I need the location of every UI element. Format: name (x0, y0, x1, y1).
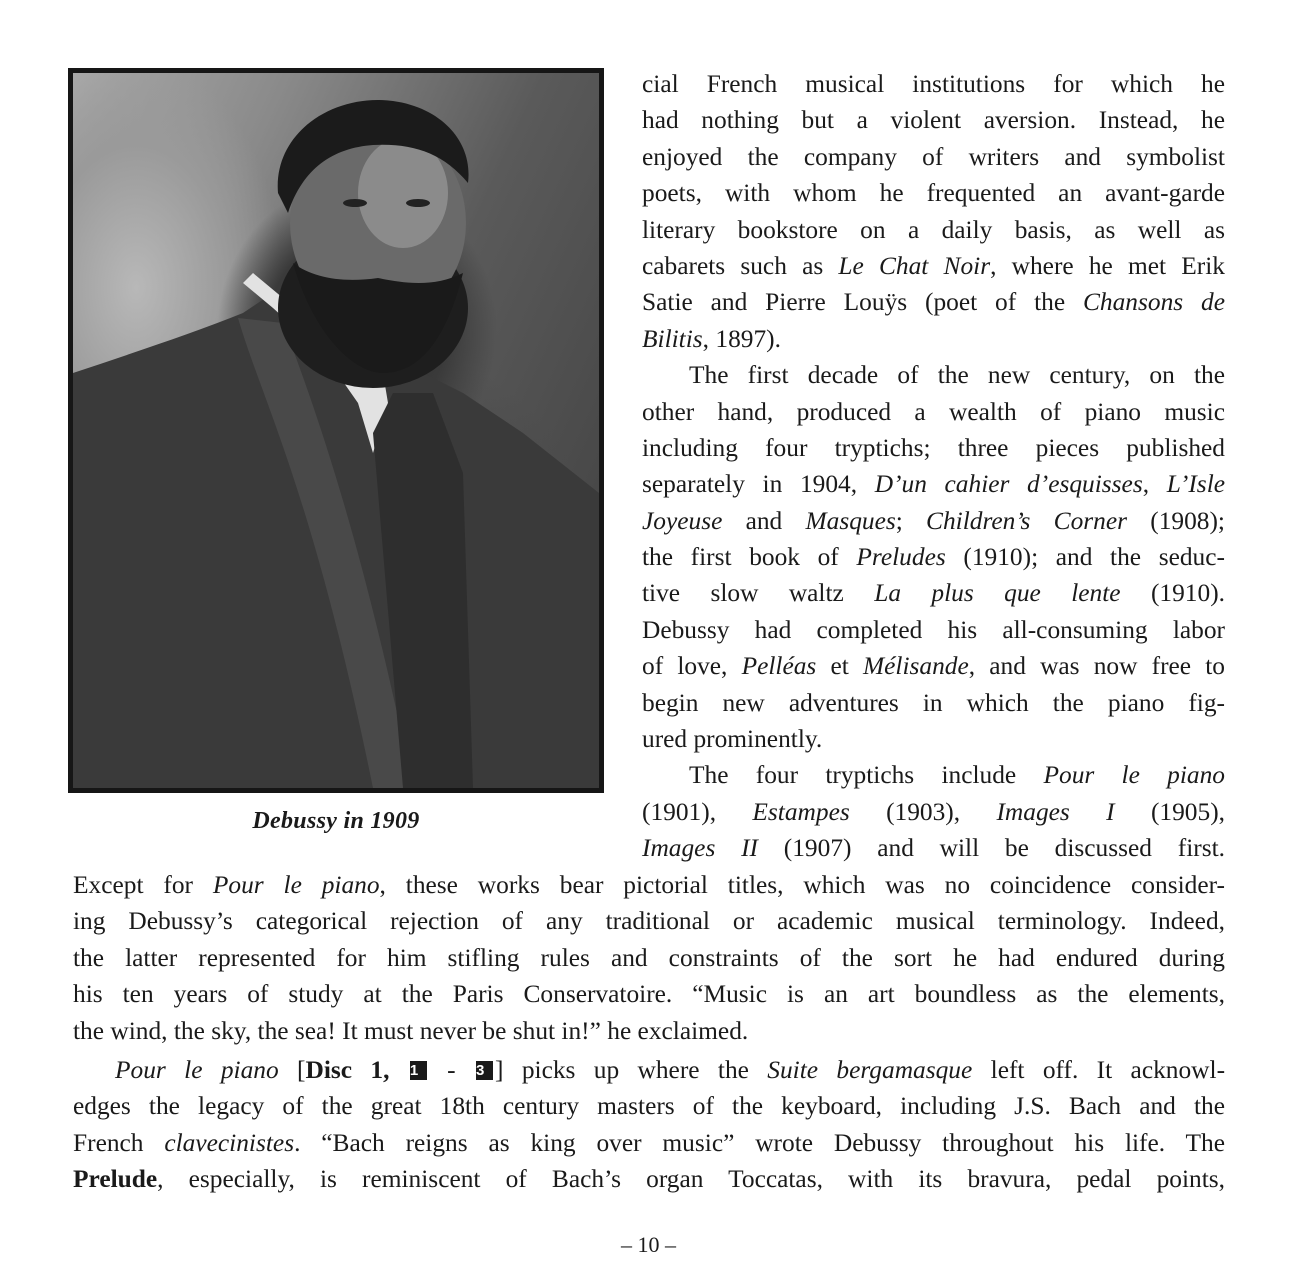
text-line: ing Debussy’s categorical rejection of any traditional or academic musical terminology. Indeed, (73, 907, 1225, 936)
italic-title: Bilitis (642, 324, 703, 353)
text-line: Pour le piano [Disc 1, 1 - 3 ] picks up where the Suite bergamasque left off. It acknowl- (115, 1056, 1226, 1084)
photo-caption: Debussy in 1909 (252, 808, 420, 834)
portrait-illustration (73, 73, 599, 788)
page-number: – 10 – (621, 1232, 676, 1257)
text-line: had nothing but a violent aversion. Instead, he (642, 106, 1225, 135)
text-line: cial French musical institutions for which he (642, 70, 1225, 98)
italic-title: Pour le piano (212, 871, 380, 899)
italic-title: Masques (805, 506, 896, 535)
italic-title: Images I (996, 797, 1115, 826)
text-line: ured prominently. (642, 725, 823, 754)
text-line: literary bookstore on a daily basis, as well as (642, 215, 1225, 244)
text-line: begin new adventures in which the piano fig- (642, 688, 1225, 717)
text-line: Except for Pour le piano, these works bear pictorial titles, which was no coincidence consider- (73, 871, 1225, 899)
text-line: cabarets such as Le Chat Noir, where he met Erik (642, 251, 1225, 280)
full-width-paragraph-pour-le-piano (73, 1052, 1225, 1198)
text-line: Bilitis, 1897). (642, 324, 781, 353)
text-line: poets, with whom he frequented an avant-garde (642, 179, 1225, 208)
track-number-badge: 3 (476, 1061, 493, 1080)
text-line: Joyeuse and Masques; Children’s Corner (1908); (642, 506, 1225, 535)
text-line: including four tryptichs; three pieces published (642, 433, 1225, 462)
text-line: tive slow waltz La plus que lente (1910). (642, 579, 1225, 608)
italic-title: Children’s Corner (926, 506, 1128, 535)
text-line: other hand, produced a wealth of piano music (642, 397, 1225, 426)
text-line: enjoyed the company of writers and symbolist (642, 142, 1225, 171)
text-line: (1901), Estampes (1903), Images I (1905), (642, 797, 1225, 826)
italic-title: Pour le piano (115, 1056, 279, 1084)
text-line: the first book of Preludes (1910); and the seduc- (642, 543, 1225, 572)
track-number-badge: 1 (410, 1061, 427, 1080)
italic-title: L’Isle (1166, 470, 1226, 499)
bold-text: Prelude (73, 1165, 158, 1194)
text-line: Satie and Pierre Louÿs (poet of the Chansons de (642, 288, 1225, 317)
text-line: The four tryptichs include Pour le piano (689, 761, 1225, 790)
text-line: Debussy had completed his all-consuming labor (642, 615, 1225, 644)
text-line: French clavecinistes. “Bach reigns as king over music” wrote Debussy throughout his life. The (73, 1128, 1225, 1157)
text-line: edges the legacy of the great 18th century masters of the keyboard, including J.S. Bach and the (73, 1092, 1225, 1121)
italic-title: clavecinistes (164, 1128, 295, 1157)
text-line: of love, Pelléas et Mélisande, and was now free to (642, 652, 1225, 681)
italic-title: Mélisande (862, 652, 969, 681)
debussy-portrait-photo (68, 68, 604, 793)
italic-title: Preludes (856, 543, 946, 572)
italic-title: Estampes (752, 797, 850, 826)
italic-title: Pour le piano (1043, 761, 1225, 790)
text-line: Prelude, especially, is reminiscent of Bach’s organ Toccatas, with its bravura, pedal points, (73, 1165, 1225, 1194)
text-line: the wind, the sky, the sea! It must never be shut in!” he exclaimed. (73, 1016, 749, 1045)
text-line: Images II (1907) and will be discussed first. (642, 834, 1225, 863)
bold-text: Disc 1, (305, 1056, 408, 1084)
full-width-paragraph (73, 867, 1225, 1049)
italic-title: Pelléas (741, 652, 817, 681)
text-line: separately in 1904, D’un cahier d’esquisses, L’Isle (642, 470, 1226, 499)
right-column-text (642, 66, 1225, 867)
italic-title: Suite bergamasque (767, 1056, 973, 1084)
italic-title: Joyeuse (642, 506, 723, 535)
italic-title: Chansons de (1082, 288, 1225, 317)
italic-title: La plus que lente (874, 579, 1121, 608)
italic-title: Le Chat Noir (838, 251, 991, 280)
text-line: the latter represented for him stifling rules and constraints of the sort he had endured during (73, 943, 1225, 972)
italic-title: Images II (642, 834, 759, 863)
italic-title: D’un cahier d’esquisses (874, 470, 1143, 499)
text-line: The first decade of the new century, on the (689, 361, 1225, 390)
text-line: his ten years of study at the Paris Conservatoire. “Music is an art boundless as the elements, (73, 980, 1225, 1009)
